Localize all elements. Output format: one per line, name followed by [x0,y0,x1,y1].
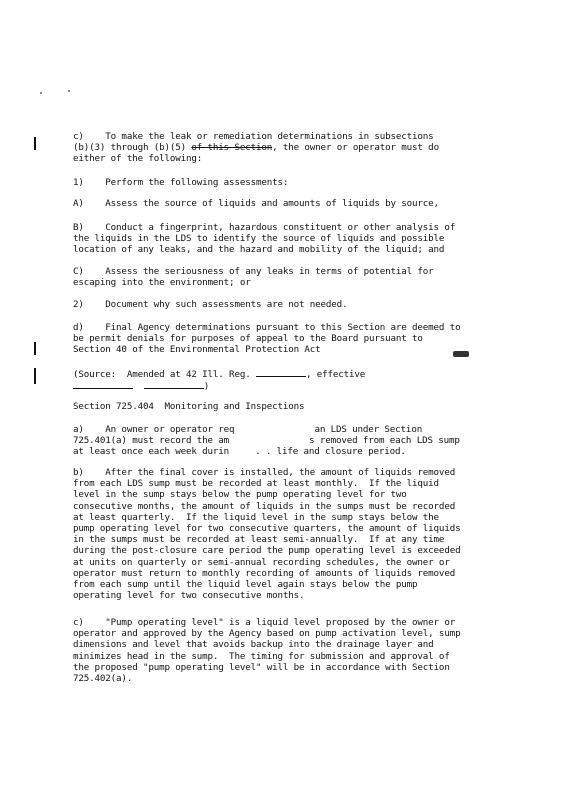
text-line: dimensions and level that avoids backup into the drainage layer and [73,639,434,651]
text-line: b) After the final cover is installed, the amount of liquids removed [73,467,456,478]
text-line: Section 725.404 Monitoring and Inspections [73,401,305,412]
subsection-c [73,131,513,165]
item-1 [73,177,513,188]
item-B [73,222,513,256]
text-span: an LDS under Section [314,424,423,435]
text-line: C) Assess the seriousness of any leaks in terms of potential for [73,266,434,277]
text-line [73,380,513,392]
text-line: either of the following: [73,153,203,165]
text-span: . . life and closure period. [255,446,406,458]
blank-line [144,380,204,389]
text-span: , effective [305,369,366,380]
text-line: consecutive months, the amount of liquids in the sumps must be recorded [73,500,456,512]
text-line: from each sump until the liquid level again stays below the pump [73,579,418,591]
text-line: pump operating level for two consecutive quarters, the amount of liquids [73,523,461,535]
text-line: c) To make the leak or remediation determinations in subsections [73,131,434,142]
struck-text: of this Section [191,142,273,154]
text-span: 725.401(a) must record the am [73,435,230,447]
text-line: 2) Document why such assessments are not needed. [73,299,348,310]
text-span: at least once each week durin [73,446,230,458]
scan-speck [40,92,42,94]
text-span: ) [203,381,210,393]
revision-bar [34,368,36,384]
subsection-a [73,424,513,458]
blank-line [256,368,306,377]
text-line: operating level for two consecutive months. [73,590,305,602]
text-line: be permit denials for purposes of appeal to the Board pursuant to [73,333,423,345]
text-line: at least quarterly. If the liquid level in the sump stays below the [73,511,439,523]
text-line: from each LDS sump must be recorded at least monthly. If the liquid [73,478,439,490]
text-line: the liquids in the LDS to identify the source of liquids and possible [73,233,445,245]
text-line [73,435,513,446]
text-line [73,142,513,153]
text-line: level in the sump stays below the pump operating level for two [73,489,407,501]
text-line: the proposed "pump operating level" will be in accordance with Section [73,661,450,673]
revision-bar [34,137,36,150]
text-line: 1) Perform the following assessments: [73,177,289,188]
item-A [73,198,513,209]
text-line: escaping into the environment; or [73,277,251,289]
text-line [73,424,513,435]
text-line: location of any leaks, and the hazard and mobility of the liquid; and [73,244,445,256]
section-heading [73,401,513,412]
subsection-c-pump [73,617,513,684]
text-line: operator and approved by the Agency based on pump activation level, sump [73,628,461,640]
text-line [73,368,513,380]
text-span: s removed from each LDS sump [309,435,460,447]
scan-speck [68,90,70,92]
text-line: in the sumps must be recorded at least semi-annually. If at any time [73,534,445,546]
text-line: A) Assess the source of liquids and amounts of liquids by source, [73,198,439,209]
text-line: minimizes head in the sump. The timing for submission and approval of [73,650,450,662]
text-line: 725.402(a). [73,673,133,685]
text-line: operator must return to monthly recording of amounts of liquids removed [73,567,456,579]
subsection-d [73,322,513,356]
text-line [73,446,513,457]
item-2 [73,299,513,310]
source-note [73,368,513,392]
text-span: (b)(3) through (b)(5) [73,142,192,154]
text-line: B) Conduct a fingerprint, hazardous constituent or other analysis of [73,222,456,233]
text-line: during the post-closure care period the pump operating level is exceeded [73,545,461,557]
text-line: at units on quarterly or semi-annual recording schedules, the owner or [73,556,450,568]
text-span: , the owner or operator must do [272,142,439,154]
text-line: Section 40 of the Environmental Protection Act [73,344,321,356]
text-line: d) Final Agency determinations pursuant to this Section are deemed to [73,322,461,333]
text-span: (Source: Amended at 42 Ill. Reg. [73,369,256,380]
revision-bar [34,342,36,355]
item-C [73,266,513,288]
blank-line [73,380,133,389]
text-line: c) "Pump operating level" is a liquid level proposed by the owner or [73,617,456,628]
text-span: a) An owner or operator req [73,424,235,435]
ink-smudge [453,351,469,357]
subsection-b [73,467,513,601]
